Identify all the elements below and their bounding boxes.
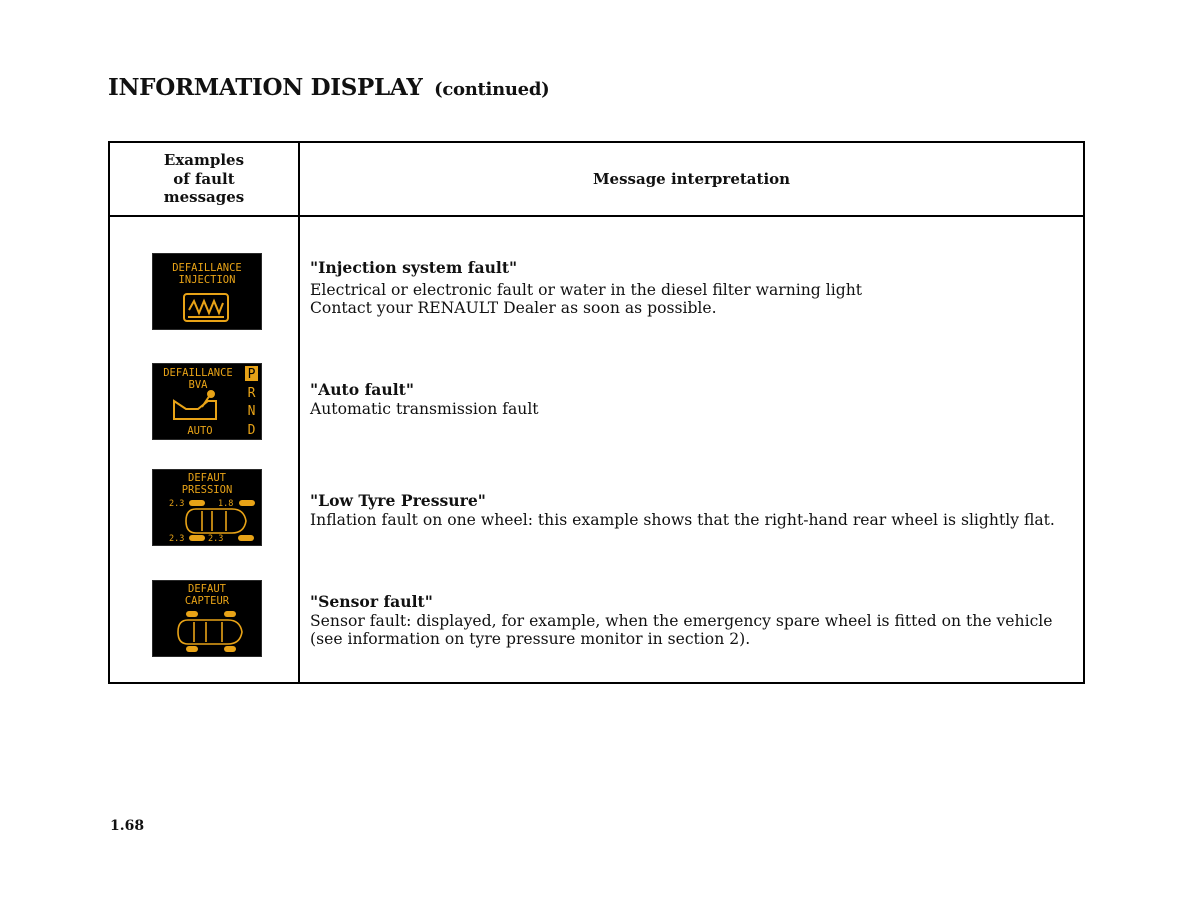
gear-p: P	[247, 367, 256, 382]
column-header-interpretation: Message interpretation	[592, 170, 791, 188]
lcd-display-sensor	[152, 580, 262, 657]
lcd-line: BVA	[188, 379, 208, 391]
message-body: Sensor fault: displayed, for example, when the emergency spare wheel is fitted on the vehicle (see information on tyre pressure monitor in section 2).	[310, 611, 1053, 648]
title-main: INFORMATION DISPLAY	[108, 74, 423, 101]
gear-lever-icon	[174, 391, 216, 419]
message-title: "Injection system fault"	[310, 258, 518, 277]
page-number: 1.68	[110, 818, 145, 834]
message-title: "Sensor fault"	[310, 592, 433, 611]
fault-messages-table	[108, 141, 1085, 684]
column-header-examples: Examples of fault messages	[163, 151, 245, 207]
message-injection	[310, 259, 1073, 318]
gear-r: R	[247, 386, 256, 401]
message-sensor	[310, 593, 1073, 649]
gear-d: D	[247, 423, 256, 438]
message-pressure	[310, 492, 1073, 529]
message-body: Electrical or electronic fault or water in the diesel filter warning light Contact your RENAULT Dealer as soon as possible.	[310, 280, 863, 317]
gear-n: N	[247, 404, 256, 419]
lcd-line: DEFAILLANCE	[172, 262, 242, 274]
pressure-front-right: 1.8	[218, 499, 234, 509]
column-divider	[298, 143, 300, 682]
header-divider	[110, 215, 1083, 217]
pressure-rear-left: 2.3	[169, 534, 185, 544]
lcd-display-injection	[152, 253, 262, 330]
message-title: "Low Tyre Pressure"	[310, 491, 486, 510]
message-body: Inflation fault on one wheel: this example shows that the right-hand rear wheel is slightly flat.	[310, 510, 1055, 529]
pressure-front-left: 2.3	[169, 499, 185, 509]
lcd-line: DEFAUT	[188, 583, 226, 595]
lcd-display-auto	[152, 363, 262, 440]
injection-waveform-icon	[184, 294, 228, 321]
message-body: Automatic transmission fault	[310, 399, 539, 418]
lcd-footer: AUTO	[187, 425, 213, 437]
lcd-display-pressure	[152, 469, 262, 546]
title-continued: (continued)	[434, 79, 550, 100]
lcd-line: PRESSION	[181, 484, 233, 496]
lcd-line: DEFAILLANCE	[163, 367, 233, 379]
lcd-line: INJECTION	[178, 274, 236, 286]
message-title: "Auto fault"	[310, 380, 414, 399]
pressure-rear-right: 2.3	[208, 534, 224, 544]
message-auto	[310, 381, 1073, 418]
lcd-line: CAPTEUR	[184, 595, 230, 607]
car-top-view-icon	[178, 611, 242, 652]
page-title	[108, 74, 549, 101]
lcd-line: DEFAUT	[188, 472, 226, 484]
